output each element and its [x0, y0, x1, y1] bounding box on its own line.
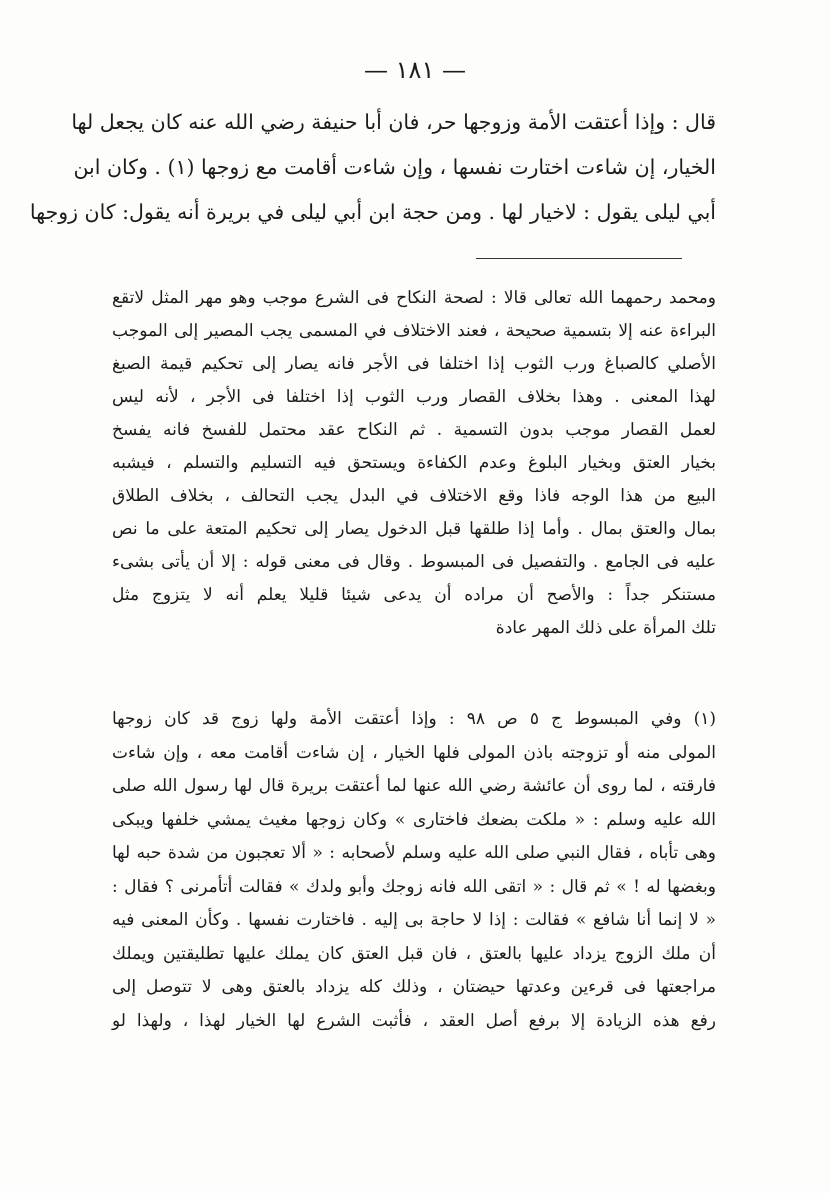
main-text-line: أبي ليلى يقول : لاخيار لها . ومن حجة ابن أبي ليلى في بريرة أنه يقول: كان زوجها — [29, 200, 716, 224]
footnote-line: مراجعتها فى قرءين وعدتها حيضتان ، وذلك كله يزداد بالعتق وهى لا تتوصل إلى — [112, 977, 716, 997]
footnote-line: وبغضها له ! » ثم قال : « اتقى الله فانه زوجك وأبو ولدك » فقالت أتأمرنى ؟ فقال : — [112, 876, 716, 897]
footnote-line: وهى تأباه ، فقال النبي صلى الله عليه وسلم لأصحابه : « ألا تعجبون من شدة حبه لها — [112, 843, 716, 863]
main-text-line: الخيار، إن شاءت اختارت نفسها ، وإن شاءت أقامت مع زوجها (١) . وكان ابن — [73, 155, 716, 179]
footnote-line: المولى منه أو تزوجته باذن المولى فلها الخيار ، إن شاءت أقامت معه ، وإن شاءت — [112, 742, 716, 763]
notes-line: بمال والعتق بمال . وأما إذا طلقها قبل الدخول يصار إلى تحكيم المتعة على ما نص — [112, 519, 716, 539]
footnote-block — [112, 703, 716, 1038]
notes-line: البيع من هذا الوجه فاذا وقع الاختلاف في البدل يجب التحالف ، بخلاف الطلاق — [112, 486, 716, 506]
notes-line: تلك المرأة على ذلك المهر عادة — [495, 618, 716, 638]
footnote-line: (١) وفي المبسوط ج ٥ ص ٩٨ : وإذا أعتقت الأمة ولها زوج قد كان زوجها — [112, 709, 716, 729]
section-divider — [476, 258, 682, 259]
notes-line: مستنكر جداً : والأصح أن مراده أن يدعى شيئا قليلا يعلم أنه لا يتزوج مثل — [112, 585, 716, 605]
footnote-line: فارقته ، لما روى أن عائشة رضي الله عنها لما أعتقت بريرة قال لها رسول الله صلى — [112, 776, 716, 796]
notes-line: الأصلي كالصباغ ورب الثوب إذا اختلفا فى الأجر فانه يصار إلى تحكيم قيمة الصبغ — [112, 354, 716, 374]
main-text-block — [29, 100, 716, 235]
notes-line: لهذا المعنى . وهذا بخلاف القصار ورب الثوب إذا اختلفا فى الأجر ، لأنه ليس — [112, 387, 716, 407]
notes-line: البراءة عنه إلا بتسمية صحيحة ، فعند الاختلاف في المسمى يجب المصير إلى الموجب — [112, 321, 716, 341]
footnote-line: الله عليه وسلم : « ملكت بضعك فاختارى » وكان زوجها مغيث يمشي خلفها ويبكى — [112, 809, 716, 830]
footnote-line: « لا إنما أنا شافع » فقالت : إذا لا حاجة بى إليه . فاختارت نفسها . وكأن المعنى فيه — [112, 910, 716, 930]
page-number: — ١٨١ — — [364, 56, 466, 84]
notes-line: عليه فى الجامع . والتفصيل فى المبسوط . وقال فى معنى قوله : إلا أن يأتى بشىء — [112, 552, 716, 572]
main-text-line: قال : وإذا أعتقت الأمة وزوجها حر، فان أبا حنيفة رضي الله عنه كان يجعل لها — [71, 110, 716, 134]
footnote-line: رفع هذه الزيادة إلا برفع أصل العقد ، فأثبت الشرع لها الخيار لهذا ، ولهذا لو — [112, 1010, 716, 1031]
notes-line: بخيار العتق وبخيار البلوغ وعدم الكفاءة ويستحق فيه التسليم والتسلم ، فيشبه — [112, 453, 716, 473]
notes-line: لعمل القصار موجب بدون التسمية . ثم النكاح عقد محتمل للفسخ فانه يفسخ — [112, 420, 716, 440]
notes-line: ومحمد رحمهما الله تعالى قالا : لصحة النكاح فى الشرع موجب وهو مهر المثل لاتقع — [112, 288, 716, 308]
notes-block — [112, 282, 716, 645]
footnote-line: أن ملك الزوج يزداد عليها بالعتق ، فان قبل العتق كان يملك عليها تطليقتين ويملك — [112, 943, 716, 964]
